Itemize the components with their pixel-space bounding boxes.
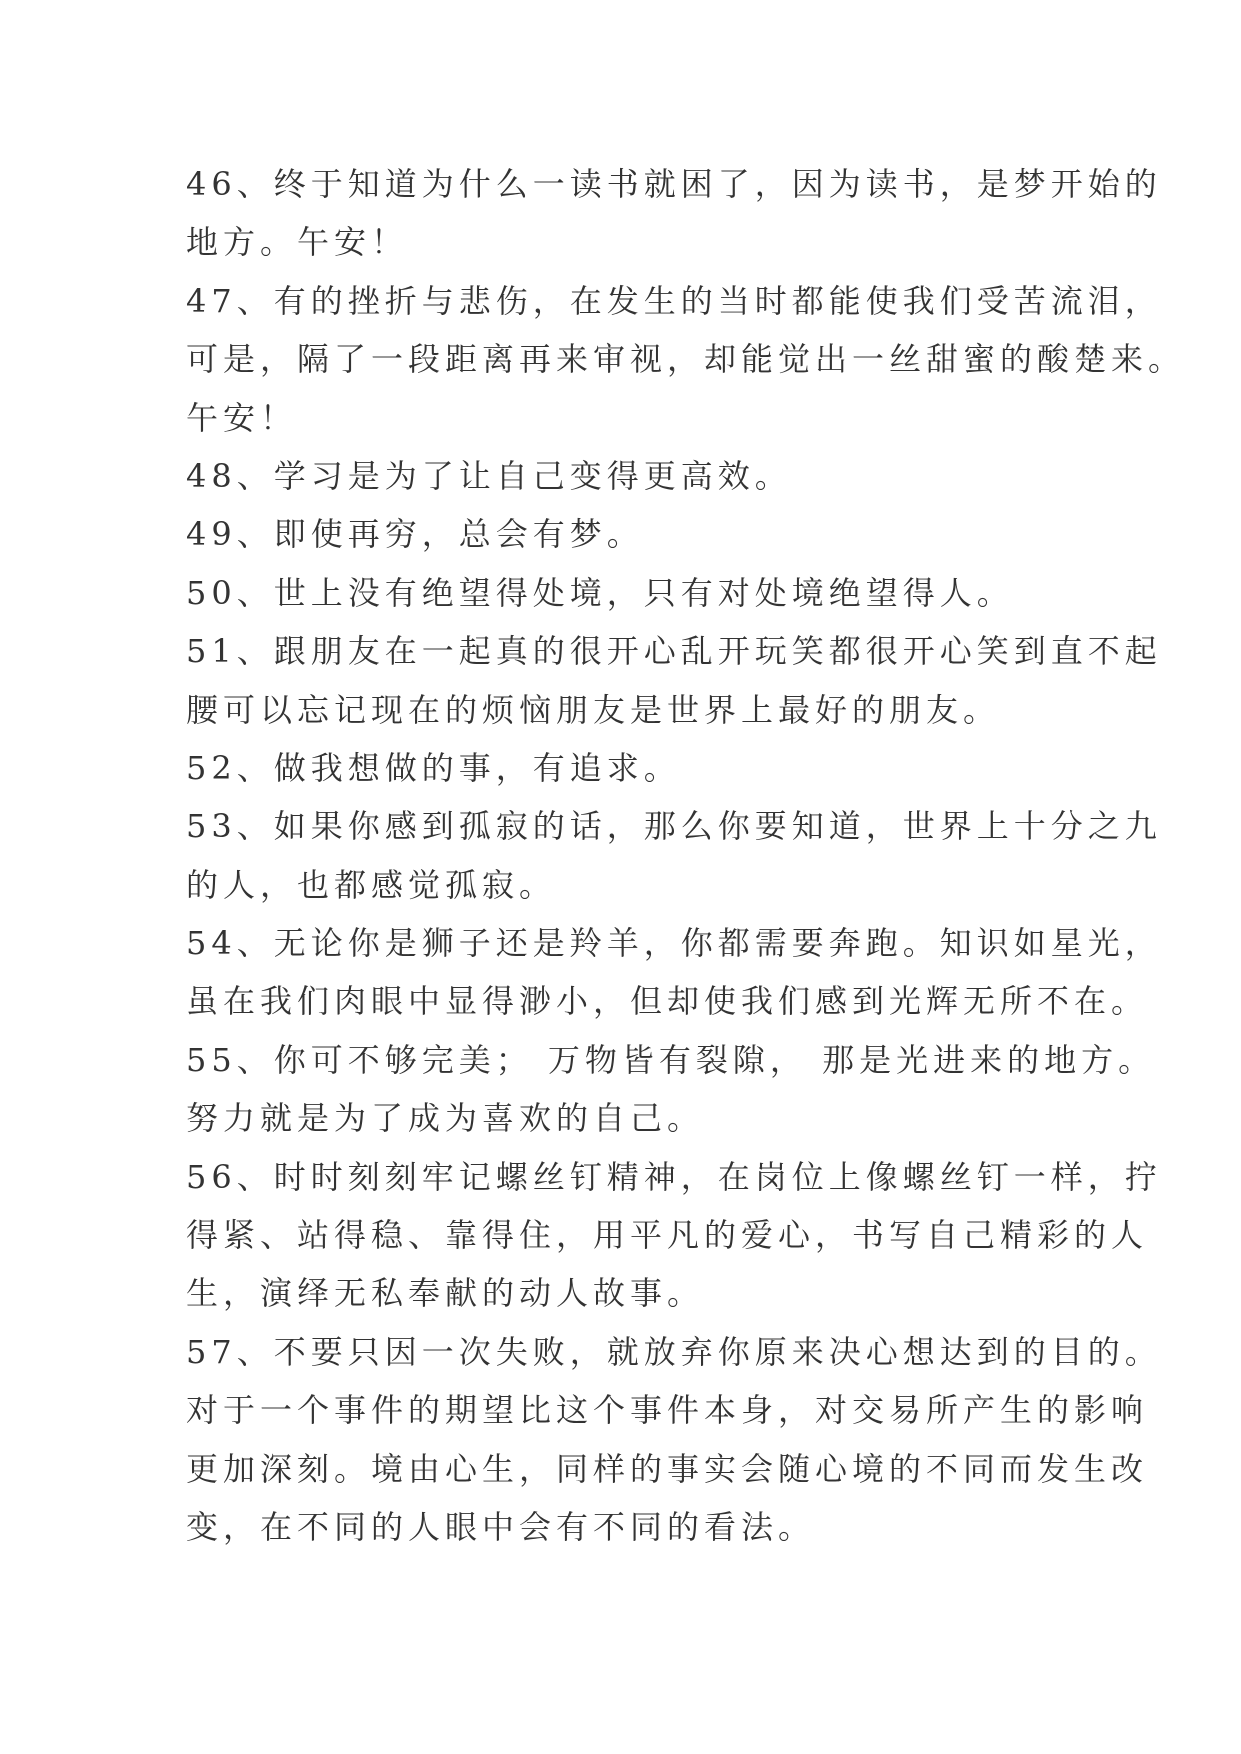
text-line: 对于一个事件的期望比这个事件本身，对交易所产生的影响 [186, 1391, 1149, 1430]
text-line: 57、不要只因一次失败，就放弃你原来决心想达到的目的。 [186, 1332, 1162, 1371]
text-line: 地方。午安！ [186, 223, 409, 262]
text-line: 努力就是为了成为喜欢的自己。 [186, 1099, 705, 1138]
text-line: 50、世上没有绝望得处境，只有对处境绝望得人。 [186, 573, 1014, 612]
text-line: 可是，隔了一段距离再来审视，却能觉出一丝甜蜜的酸楚来。 [186, 340, 1186, 379]
text-line: 47、有的挫折与悲伤，在发生的当时都能使我们受苦流泪， [186, 281, 1162, 320]
text-line: 54、无论你是狮子还是羚羊，你都需要奔跑。知识如星光， [186, 924, 1162, 963]
text-line: 52、做我想做的事，有追求。 [186, 748, 681, 787]
text-line: 的人，也都感觉孤寂。 [186, 865, 557, 904]
text-line: 53、如果你感到孤寂的话，那么你要知道，世界上十分之九 [186, 807, 1162, 846]
text-line: 48、学习是为了让自己变得更高效。 [186, 456, 792, 495]
text-line: 生，演绎无私奉献的动人故事。 [186, 1274, 705, 1313]
text-line: 虽在我们肉眼中显得渺小，但却使我们感到光辉无所不在。 [186, 982, 1149, 1021]
text-line: 变，在不同的人眼中会有不同的看法。 [186, 1507, 816, 1546]
text-line: 49、即使再穷，总会有梦。 [186, 515, 644, 554]
text-line: 腰可以忘记现在的烦恼朋友是世界上最好的朋友。 [186, 690, 1001, 729]
text-line: 55、你可不够完美； 万物皆有裂隙， 那是光进来的地方。 [186, 1040, 1156, 1079]
text-line: 午安！ [186, 398, 298, 437]
text-line: 56、时时刻刻牢记螺丝钉精神，在岗位上像螺丝钉一样，拧 [186, 1157, 1162, 1196]
document-body [186, 155, 1186, 1556]
text-line: 51、跟朋友在一起真的很开心乱开玩笑都很开心笑到直不起 [186, 632, 1162, 671]
text-line: 46、终于知道为什么一读书就困了，因为读书，是梦开始的 [186, 165, 1162, 203]
text-line: 更加深刻。境由心生，同样的事实会随心境的不同而发生改 [186, 1449, 1149, 1488]
text-line: 得紧、站得稳、靠得住，用平凡的爱心，书写自己精彩的人 [186, 1216, 1149, 1255]
